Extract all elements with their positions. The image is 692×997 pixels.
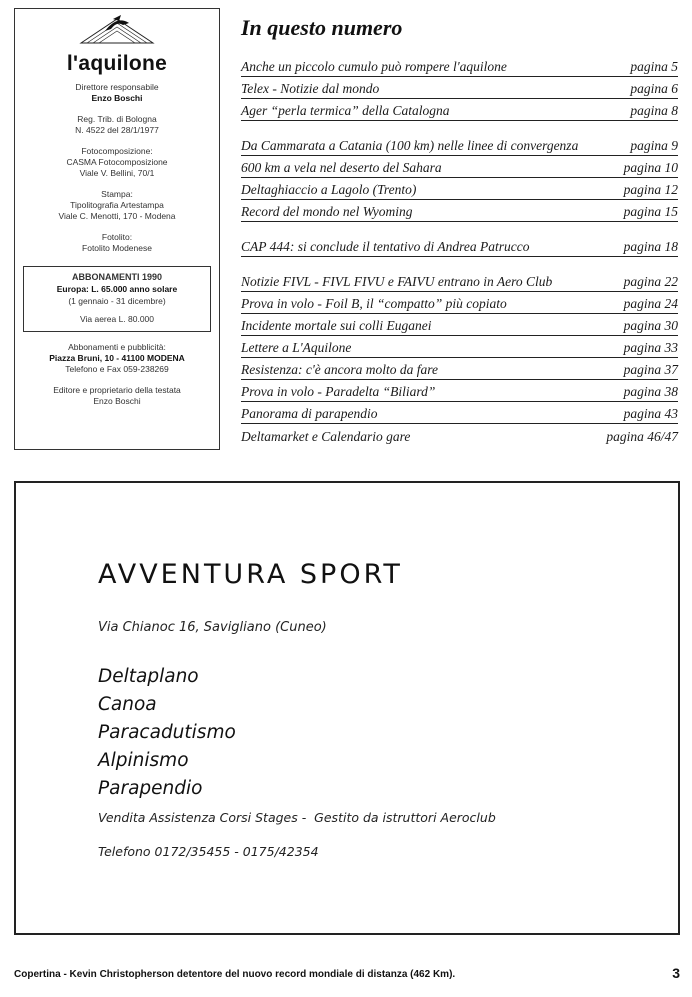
toc-row: Anche un piccolo cumulo può rompere l'aquilone pagina 5	[241, 55, 678, 77]
fotocomposizione-block: Fotocomposizione: CASMA Fotocomposizione Viale V. Bellini, 70/1	[66, 146, 168, 178]
subscriptions-period: (1 gennaio - 31 dicembre)	[68, 296, 166, 306]
table-of-contents	[241, 55, 678, 446]
ad-activity: Paracadutismo	[98, 722, 236, 743]
toc-row: Resistenza: c'è ancora molto da fare pagina 37	[241, 358, 678, 380]
ad-address: Via Chianoc 16, Savigliano (Cuneo)	[98, 620, 327, 635]
subscriptions-title: ABBONAMENTI 1990	[71, 272, 163, 282]
ad-company-name: AVVENTURA SPORT	[98, 559, 403, 590]
contact-block: Abbonamenti e pubblicità: Piazza Bruni, 10 - 41100 MODENA Telefono e Fax 059-238269	[49, 342, 185, 374]
toc-row: Incidente mortale sui colli Euganei pagina 30	[241, 314, 678, 336]
toc-row: CAP 444: si conclude il tentativo di Andrea Patrucco pagina 18	[241, 222, 678, 257]
ad-phone: Telefono 0172/35455 - 0175/42354	[98, 844, 319, 859]
subscriptions-europe: Europa: L. 65.000 anno solare	[56, 284, 178, 294]
toc-row: Record del mondo nel Wyoming pagina 15	[241, 200, 678, 222]
toc-row: Prova in volo - Foil B, il “compatto” più copiato pagina 24	[241, 292, 678, 314]
toc-row: Deltaghiaccio a Lagolo (Trento) pagina 12	[241, 178, 678, 200]
toc-row: Lettere a L'Aquilone pagina 33	[241, 336, 678, 358]
fotolito-block: Fotolito: Fotolito Modenese	[82, 232, 152, 253]
director-block: Direttore responsabile Enzo Boschi	[75, 82, 159, 103]
toc-title: In questo numero	[241, 15, 403, 40]
toc-row: Ager “perla termica” della Catalogna pagina 8	[241, 99, 678, 121]
ad-activities-list	[98, 663, 236, 803]
ad-activity: Alpinismo	[98, 750, 189, 771]
toc-row: Panorama di parapendio pagina 43	[241, 402, 678, 424]
masthead	[14, 8, 220, 450]
toc-row: Notizie FIVL - FIVL FIVU e FAIVU entrano in Aero Club pagina 22	[241, 257, 678, 292]
subscriptions-air: Via aerea L. 80.000	[79, 314, 155, 324]
ad-activity: Canoa	[98, 694, 157, 715]
toc-row: Deltamarket e Calendario gare pagina 46/47	[241, 429, 678, 444]
toc-row: Telex - Notizie dal mondo pagina 6	[241, 77, 678, 99]
stampa-block: Stampa: Tipolitografia Artestampa Viale C. Menotti, 170 - Modena	[58, 189, 176, 221]
toc-row: Da Cammarata a Catania (100 km) nelle linee di convergenza pagina 9	[241, 121, 678, 156]
eagle-logo-icon	[77, 13, 157, 47]
advertisement-box	[14, 481, 680, 935]
ad-activity: Parapendio	[98, 778, 203, 799]
brand-name: l'aquilone	[66, 52, 168, 75]
ad-services: Vendita Assistenza Corsi Stages - Gestito da istruttori Aeroclub	[98, 810, 496, 825]
toc-row: 600 km a vela nel deserto del Sahara pagina 10	[241, 156, 678, 178]
ad-activity: Deltaplano	[98, 666, 199, 687]
publisher-block: Editore e proprietario della testata Enzo Boschi	[53, 385, 181, 406]
page-number: 3	[672, 965, 680, 981]
toc-row: Prova in volo - Paradelta “Biliard” pagina 38	[241, 380, 678, 402]
cover-caption: Copertina - Kevin Christopherson detentore del nuovo record mondiale di distanza (462 Km).	[14, 969, 456, 980]
registration-block: Reg. Trib. di Bologna N. 4522 del 28/1/1977	[75, 114, 159, 135]
subscriptions-box	[23, 266, 211, 332]
